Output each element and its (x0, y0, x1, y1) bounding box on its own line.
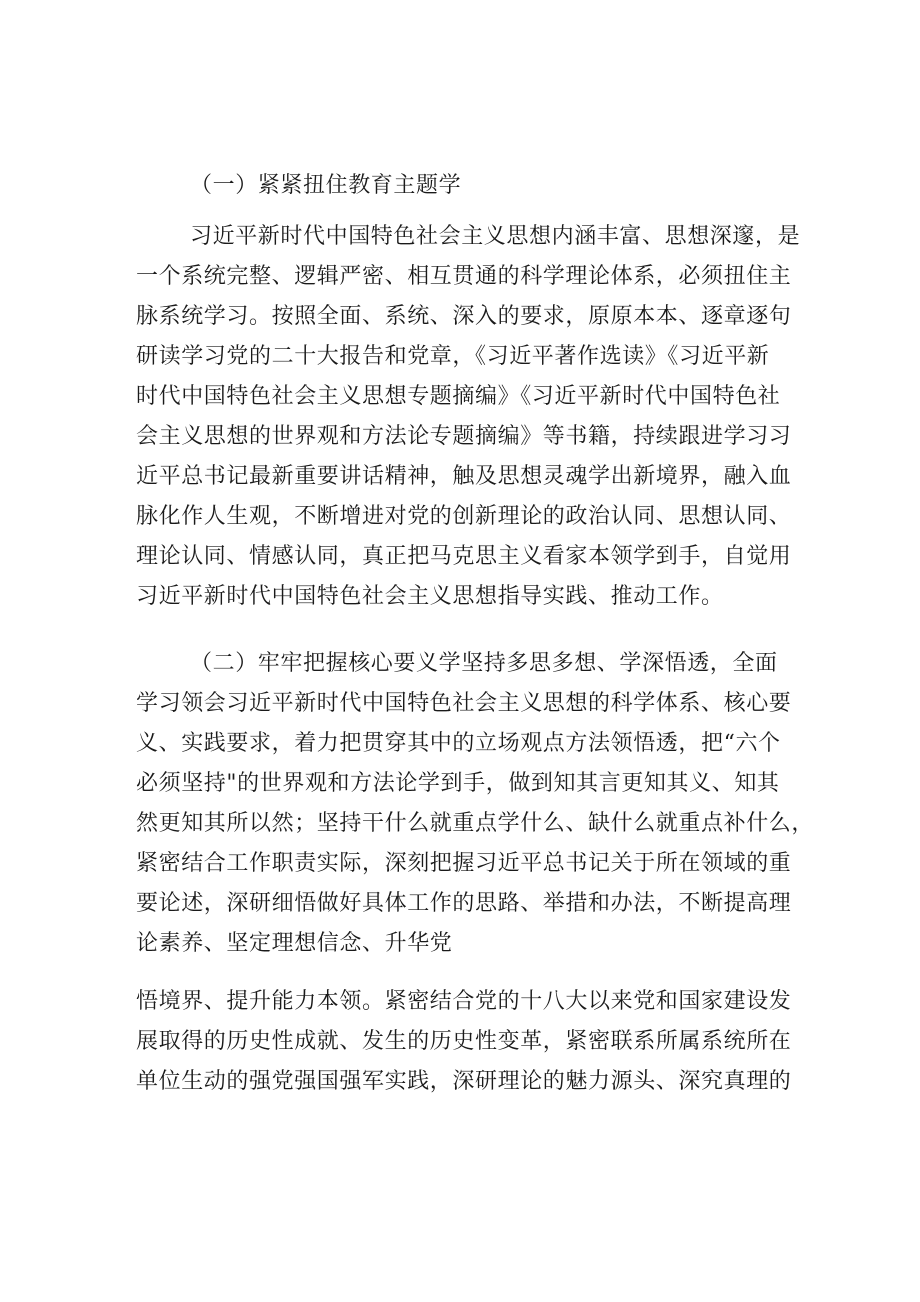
paragraph-line: 近平总书记最新重要讲话精神，触及思想灵魂学出新境界，融入血 (136, 464, 792, 489)
paragraph-line: 脉化作人生观，不断增进对党的创新理论的政治认同、思想认同、 (136, 504, 792, 529)
paragraph-line: 悟境界、提升能力本领。紧密结合党的十八大以来党和国家建设发 (136, 989, 792, 1014)
paragraph-line: 单位生动的强党强国强军实践，深研理论的魅力源头、深究真理的 (136, 1069, 792, 1094)
paragraph-line: 会主义思想的世界观和方法论专题摘编》等书籍，持续跟进学习习 (136, 424, 792, 449)
paragraph-line: 习近平新时代中国特色社会主义思想内涵丰富、思想深邃，是 (190, 224, 801, 249)
paragraph-line: 必须坚持"的世界观和方法论学到手，做到知其言更知其义、知其 (136, 771, 780, 796)
paragraph-line: 脉系统学习。按照全面、系统、深入的要求，原原本本、逐章逐句 (136, 304, 792, 329)
paragraph-line: 习近平新时代中国特色社会主义思想指导实践、推动工作。 (136, 584, 724, 609)
paragraph-line: 义、实践要求，着力把贯穿其中的立场观点方法领悟透，把“六个 (136, 731, 781, 756)
paragraph-line: 论素养、坚定理想信念、升华党 (136, 931, 453, 956)
paragraph-line: 理论认同、情感认同，真正把马克思主义看家本领学到手，自觉用 (136, 544, 792, 569)
paragraph-line: （二）牢牢把握核心要义学坚持多思多想、学深悟透，全面 (190, 651, 778, 676)
paragraph-line: 紧密结合工作职责实际，深刻把握习近平总书记关于所在领域的重 (136, 851, 792, 876)
paragraph-line: 学习领会习近平新时代中国特色社会主义思想的科学体系、核心要 (136, 691, 792, 716)
paragraph-line: 时代中国特色社会主义思想专题摘编》《习近平新时代中国特色社 (136, 384, 781, 409)
paragraph-line: 展取得的历史性成就、发生的历史性变革，紧密联系所属系统所在 (136, 1029, 792, 1054)
paragraph-line: 一个系统完整、逻辑严密、相互贯通的科学理论体系，必须扭住主 (136, 264, 792, 289)
paragraph-line: 研读学习党的二十大报告和党章，《习近平著作选读》《习近平新 (136, 344, 770, 369)
paragraph-line: 要论述，深研细悟做好具体工作的思路、举措和办法，不断提高理 (136, 891, 792, 916)
paragraph-line: 然更知其所以然；坚持干什么就重点学什么、缺什么就重点补什么， (136, 811, 815, 836)
section-heading-1: （一）紧紧扭住教育主题学 (190, 173, 462, 198)
